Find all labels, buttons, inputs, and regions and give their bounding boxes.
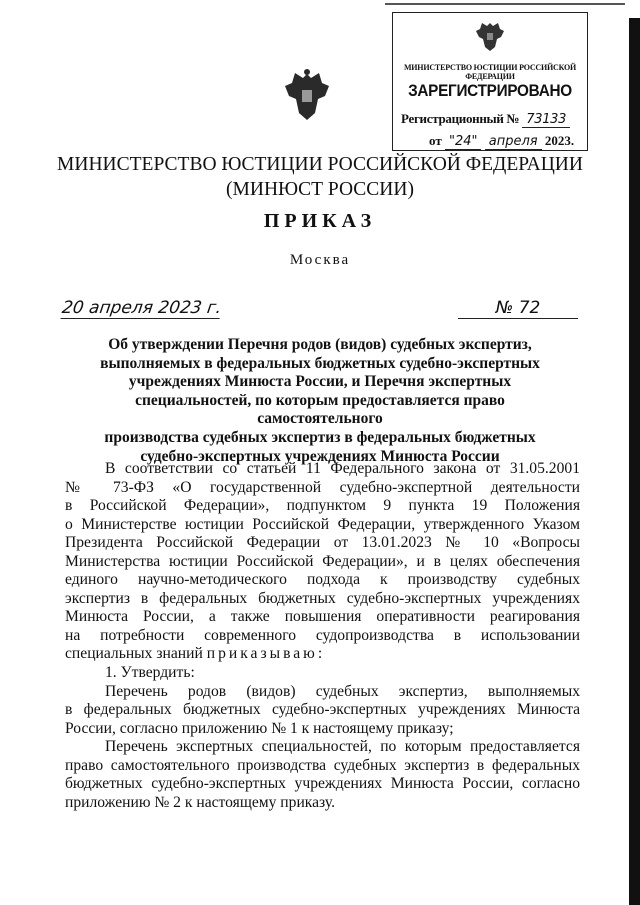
body-line: № 73-ФЗ «О государственной судебно-экспертной деятельности — [65, 478, 580, 496]
body-line — [65, 645, 580, 664]
stamp-date-year: 2023. — [544, 133, 575, 148]
body-line: право самостоятельного производства судебных экспертиз в федеральных — [65, 756, 580, 774]
body-line: на потребности современного судопроизводства в использовании — [65, 626, 580, 644]
body-line: Минюста России, а также повышения оперативности реагирования — [65, 608, 580, 626]
body-line: Перечень экспертных специальностей, по которым предоставляется — [105, 738, 580, 756]
stamp-reg-label: Регистрационный № — [401, 111, 520, 126]
stamp-date-prefix: от — [429, 133, 442, 148]
body-line: приложению № 2 к настоящему приказу. — [65, 793, 336, 811]
body-line: 1. Утвердить: — [105, 664, 195, 682]
body-line: России, согласно приложению № 1 к настоящему приказу; — [65, 719, 454, 737]
heading-line: специальностей, по которым предоставляется право самостоятельного — [135, 391, 505, 428]
stamp-status: ЗАРЕГИСТРИРОВАНО — [408, 81, 572, 100]
body-line: Перечень родов (видов) судебных экспертиз, выполняемых — [105, 682, 580, 700]
registration-stamp — [392, 12, 588, 151]
document-number: № 72 — [458, 298, 578, 319]
heading-line: учреждениях Минюста России, и Перечня экспертных — [128, 373, 512, 391]
document-city: Москва — [289, 252, 351, 268]
document-body — [65, 460, 580, 812]
body-line: экспертиз в федеральных бюджетных судебно-экспертных учреждениях — [65, 589, 580, 607]
stamp-date-day: "24" — [445, 134, 482, 150]
stamp-reg-number — [401, 111, 570, 127]
russian-coat-of-arms-icon — [282, 68, 332, 126]
document-heading — [80, 336, 560, 466]
scan-top-line — [385, 3, 625, 5]
stamp-organization: МИНИСТЕРСТВО ЮСТИЦИИ РОССИЙСКОЙ ФЕДЕРАЦИИ — [403, 63, 577, 81]
ministry-short-name: (МИНЮСТ РОССИИ) — [226, 179, 414, 200]
coat-of-arms-icon — [475, 19, 505, 53]
heading-line: производства судебных экспертиз в федеральных бюджетных — [104, 428, 536, 446]
heading-line: выполняемых в федеральных бюджетных судебно-экспертных — [100, 354, 540, 372]
body-line: в федеральных бюджетных судебно-экспертных учреждениях Минюста — [65, 701, 580, 719]
body-line: бюджетных судебно-экспертных учреждениях Минюста России, согласно — [65, 775, 580, 793]
stamp-date-month: апреля — [485, 134, 542, 150]
body-line: В соответствии со статьей 11 Федерального закона от 31.05.2001 — [105, 460, 580, 477]
heading-line: судебно-экспертных учреждениях Минюста России — [140, 447, 500, 465]
body-line: Президента Российской Федерации от 13.01.2023 № 10 «Вопросы — [65, 534, 580, 552]
body-line: о Министерстве юстиции Российской Федерации, утвержденного Указом — [65, 515, 580, 533]
body-line: в Российской Федерации», подпунктом 9 пункта 19 Положения — [65, 497, 580, 515]
order-word: приказываю: — [206, 645, 326, 663]
heading-line: Об утверждении Перечня родов (видов) судебных экспертиз, — [108, 336, 532, 353]
body-text: специальных знаний — [65, 645, 203, 663]
document-date: 20 апреля 2023 г. — [60, 298, 223, 318]
stamp-date — [429, 133, 574, 149]
body-line: единого научно-методического подхода к производству судебных — [65, 571, 580, 589]
stamp-reg-value: 73133 — [522, 112, 570, 128]
ministry-name: МИНИСТЕРСТВО ЮСТИЦИИ РОССИЙСКОЙ ФЕДЕРАЦИИ — [57, 154, 583, 175]
body-line: Министерства юстиции Российской Федерации», и в целях обеспечения — [65, 552, 580, 570]
document-type: ПРИКАЗ — [263, 210, 377, 232]
